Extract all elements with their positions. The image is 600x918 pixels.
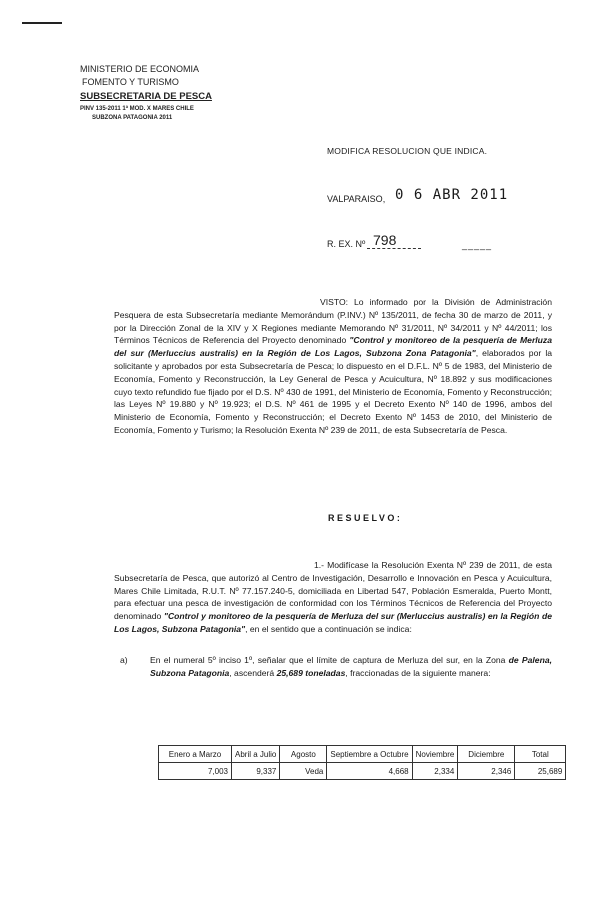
item-a-zone: de Palena, Subzona Patagonia — [150, 655, 552, 678]
file-subzone: SUBZONA PATAGONIA 2011 — [92, 115, 173, 121]
point-1-text-2: , en el sentido que a continuación se indica: — [245, 623, 412, 634]
cell-total: 25,689 — [515, 763, 566, 780]
header-diciembre: Diciembre — [458, 746, 515, 763]
item-a-label: a) — [120, 655, 128, 665]
date-stamp: 0 6 ABR 2011 — [395, 187, 509, 203]
header-abril-julio: Abril a Julio — [232, 746, 280, 763]
visto-text-1: Lo informado por la División de Administración Pesquera de esta Subsecretaría mediante Memorándum (P.INV.) Nº 135/2011, de fecha 30 de marzo de 2011, y por la Dirección Zonal de la XIV y X Regiones mediante Memorando Nº 31/2011, Nº 34/2011 y Nº 44/2011; los Términos Técnicos de Referencia del Proyecto denominado — [114, 297, 552, 346]
header-enero-marzo: Enero a Marzo — [159, 746, 232, 763]
file-reference: PINV 135-2011 1ª MOD. X MARES CHILE — [80, 106, 194, 112]
item-a-text-2: , ascenderá — [229, 667, 277, 678]
cell-agosto: Veda — [280, 763, 327, 780]
header-total: Total — [515, 746, 566, 763]
item-a-text-3: , fraccionadas de la siguiente manera: — [345, 667, 491, 678]
cell-noviembre: 2,334 — [412, 763, 458, 780]
top-mark — [22, 22, 62, 24]
item-a-amount: 25,689 toneladas — [276, 667, 346, 678]
project-title: "Control y monitoreo de la pesquería de Merluza del sur (Merluccius australis) en la Región de Los Lagos, Subzona Zona Patagonia" — [114, 335, 553, 359]
cell-septiembre-octubre: 4,668 — [327, 763, 412, 780]
item-a-text — [150, 654, 552, 680]
point-1-paragraph — [114, 559, 552, 636]
visto-paragraph — [114, 296, 552, 437]
point-1-text-1: 1.- Modifícase la Resolución Exenta Nº 239 de 2011, de esta Subsecretaría de Pesca, que autorizó al Centro de Investigación, Desarrollo e Innovación en Pesca y Acuicultura, Mares Chile Limitada, R.U.T. Nº 77.157.240-5, domiciliada en Libertad 547, Población Esmeralda, Puerto Montt, para efectuar una pesca de investigación de conformidad con los Términos Técnicos de Referencia del Proyecto denominado — [114, 560, 552, 622]
cell-enero-marzo: 7,003 — [159, 763, 232, 780]
header-agosto: Agosto — [280, 746, 327, 763]
resolution-dashes: _____ — [462, 240, 493, 250]
header-noviembre: Noviembre — [412, 746, 458, 763]
header-septiembre-octubre: Septiembre a Octubre — [327, 746, 412, 763]
ministry-name: MINISTERIO DE ECONOMIA — [80, 64, 200, 74]
document-subject: MODIFICA RESOLUCION QUE INDICA. — [327, 146, 488, 156]
cell-diciembre: 2,346 — [458, 763, 515, 780]
item-a-text-1: En el numeral 5º inciso 1º, señalar que el límite de captura de Merluza del sur, en la Zona — [150, 655, 509, 665]
catch-limit-table — [158, 745, 566, 780]
visto-label: VISTO: — [320, 297, 349, 307]
resolution-number: 798 — [367, 232, 421, 249]
table-header-row — [159, 746, 566, 763]
cell-abril-julio: 9,337 — [232, 763, 280, 780]
ministry-subtitle: FOMENTO Y TURISMO — [82, 77, 179, 87]
visto-text-2: , elaborados por la solicitante y aprobados por esta Subsecretaría de Pesca; lo dispuesto en el D.F.L. Nº 5 de 1983, del Ministerio de Economía, Fomento y Reconstrucción, la Ley General de Pesca y Acuicultura, Nº 18.892 y sus modificaciones cuyo texto refundido fue fijado por el D.S. Nº 430 de 1991, del Ministerio de Economía, Fomento y Reconstrucción; las Leyes Nº 19.880 y Nº 19.923; el D.S. Nº 461 de 1995 y el Decreto Exento Nº 140 de 1996, ambos del Ministerio de Economía, Fomento y Reconstrucción; el Decreto Exento Nº 1453 de 2010, del Ministerio de Economía, Fomento y Turismo; la Resolución Exenta Nº 239 de 2011, de esta Subsecretaría de Pesca. — [114, 348, 553, 435]
point-1-project-title: "Control y monitoreo de la pesquería de Merluza del sur (Merluccius australis) en la Región de Los Lagos, Subzona Patagonia" — [114, 611, 552, 634]
resolution-label: R. EX. Nº — [327, 239, 366, 249]
resuelvo-heading: RESUELVO: — [328, 513, 403, 523]
subsecretaria-name: SUBSECRETARIA DE PESCA — [80, 91, 212, 102]
place-label: VALPARAISO, — [327, 194, 386, 204]
table-row — [159, 763, 566, 780]
